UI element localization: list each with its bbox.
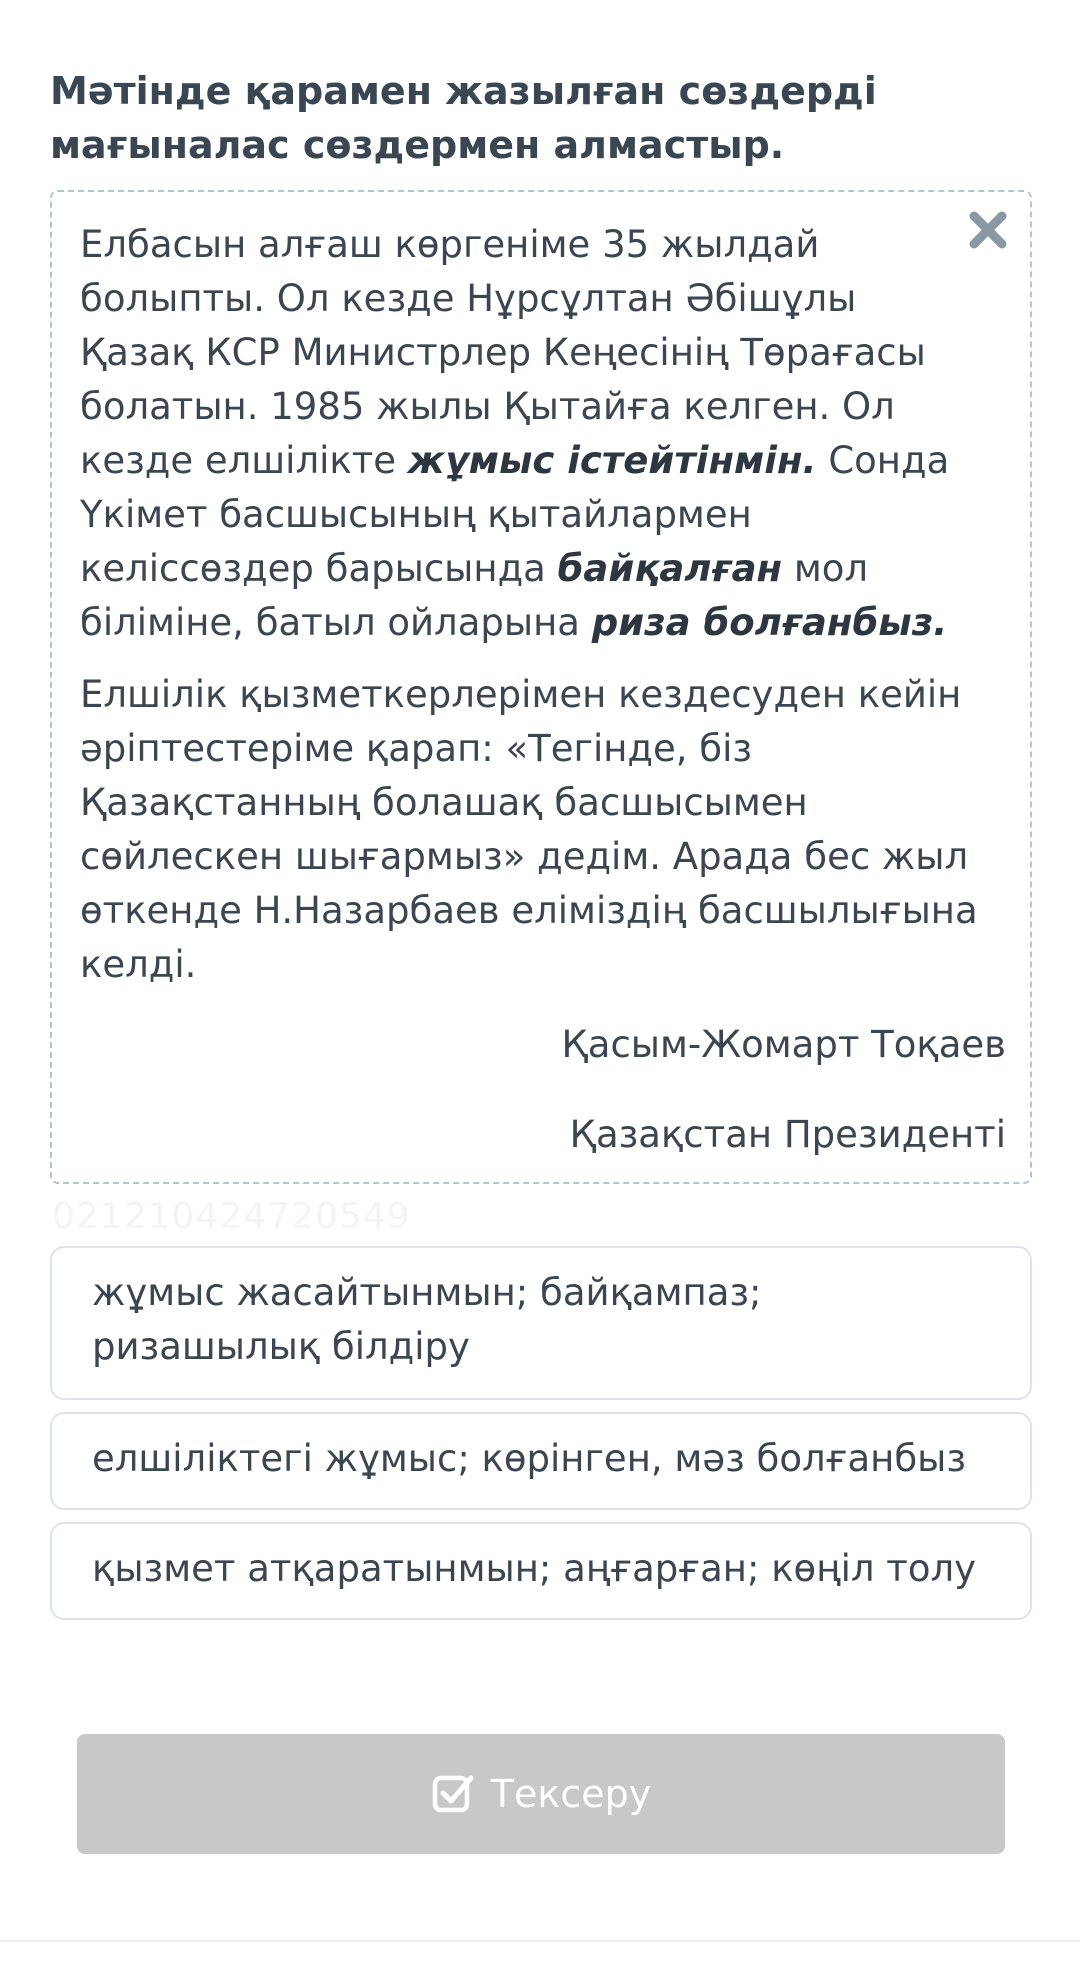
answer-option-1[interactable]: жұмыс жасайтынмын; байқампаз; ризашылық білдіру: [50, 1246, 1032, 1400]
question-line-1: Мәтінде қарамен жазылған сөздерді: [50, 69, 877, 113]
answer-option-3[interactable]: қызмет атқаратынмын; аңғарған; көңіл толу: [50, 1522, 1032, 1620]
passage-text-segment: Елбасын алғаш көргеніме 35 жылдай болыпты. Ол кезде Нұрсұлтан Әбішұлы Қазақ КСР Министрлер Кеңесінің Төрағасы болатын. 1985 жылы Қытайға келген. Ол кезде елшілікте: [80, 223, 926, 482]
answer-option-2[interactable]: елшіліктегі жұмыс; көрінген, мәз болғанбыз: [50, 1412, 1032, 1510]
highlighted-word-1: жұмыс істейтінмін.: [407, 439, 817, 482]
divider: [0, 1940, 1080, 1942]
check-button[interactable]: [77, 1734, 1005, 1854]
passage-text: [80, 218, 980, 992]
watermark-id: 021210424720549: [52, 1196, 411, 1237]
author-name: Қасым-Жомарт Тоқаев: [561, 1023, 1006, 1066]
highlighted-word-2: байқалған: [557, 547, 783, 590]
check-button-label: Тексеру: [490, 1772, 652, 1816]
passage-paragraph-2: Елшілік қызметкерлерімен кездесуден кейін әріптестеріме қарап: «Тегінде, біз Қазақстанның болашақ басшысымен сөйлескен шығармыз» дедім. Арада бес жыл өткенде Н.Назарбаев еліміздің басшылығына келді.: [80, 673, 978, 986]
check-square-icon: [431, 1772, 475, 1816]
question-line-2: мағыналас сөздермен алмастыр.: [50, 123, 785, 167]
highlighted-word-3: риза болғанбыз.: [591, 601, 948, 644]
passage-paragraph-1: [80, 218, 980, 650]
passage-text-segment: мол біліміне, батыл ойларына: [80, 547, 869, 644]
passage-text-segment: Сонда Үкімет басшысының қытайлармен келіссөздер барысында: [80, 439, 950, 590]
question-title: [50, 64, 950, 172]
author-title: Қазақстан Президенті: [569, 1113, 1006, 1156]
